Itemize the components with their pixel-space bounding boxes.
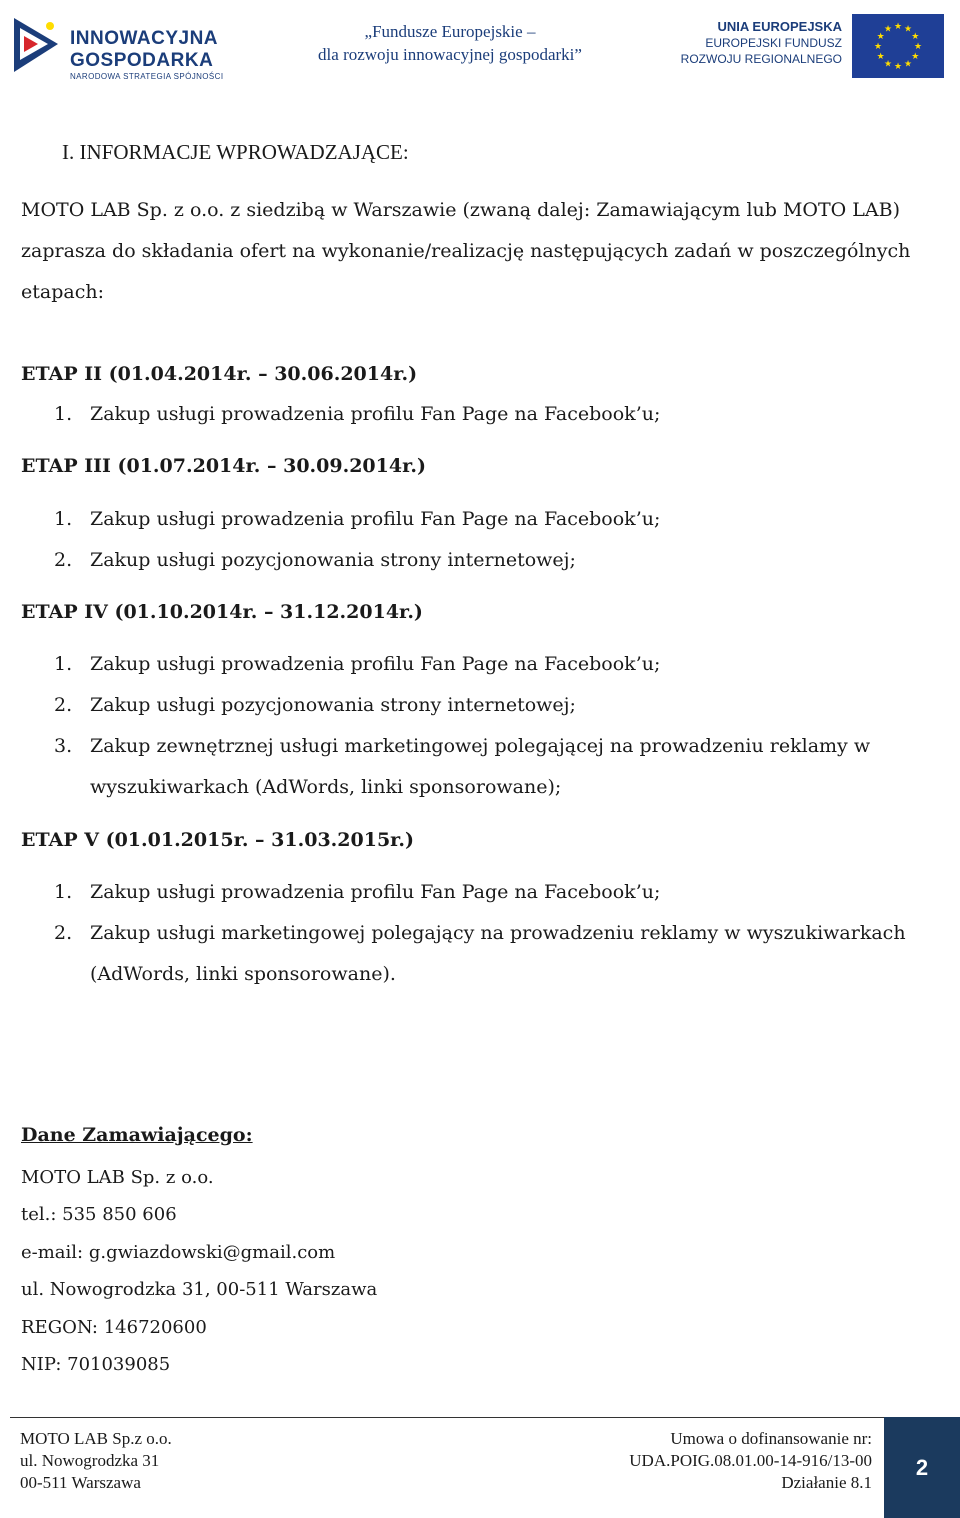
footer-left-line: ul. Nowogrodzka 31 — [20, 1451, 160, 1470]
contact-email: e-mail: g.gwiazdowski@gmail.com — [21, 1242, 336, 1263]
list-item: 2. Zakup usługi marketingowej polegający na prowadzeniu reklamy w wyszukiwarkach — [54, 922, 906, 944]
innowacyjna-gospodarka-emblem-icon — [10, 14, 62, 76]
ue-fund-label — [650, 19, 842, 67]
eu-star-icon: ★ — [913, 42, 923, 52]
list-item: 1. Zakup usługi prowadzenia profilu Fan Page na Facebook’u; — [54, 653, 661, 675]
eu-star-icon: ★ — [876, 52, 885, 62]
etap-heading: ETAP II (01.04.2014r. – 30.06.2014r.) — [21, 363, 418, 385]
intro-line: zaprasza do składania ofert na wykonanie/realizację następujących zadań w poszczególnych — [21, 240, 911, 262]
eu-star-icon: ★ — [873, 42, 883, 52]
eu-star-icon: ★ — [883, 59, 893, 70]
etap-heading: ETAP V (01.01.2015r. – 31.03.2015r.) — [21, 829, 415, 851]
ue-line-2: EUROPEJSKI FUNDUSZ — [705, 36, 842, 50]
contact-nip: NIP: 701039085 — [21, 1354, 171, 1375]
ue-line-3: ROZWOJU REGIONALNEGO — [680, 52, 842, 66]
eu-star-icon: ★ — [911, 52, 920, 62]
list-item: 1. Zakup usługi prowadzenia profilu Fan Page na Facebook’u; — [54, 403, 661, 425]
eu-star-icon: ★ — [903, 59, 913, 70]
contact-address: ul. Nowogrodzka 31, 00-511 Warszawa — [21, 1279, 378, 1300]
eu-star-icon: ★ — [893, 22, 903, 32]
list-item: 1. Zakup usługi prowadzenia profilu Fan Page na Facebook’u; — [54, 881, 661, 903]
logo-line-1: INNOWACYJNA — [70, 28, 219, 49]
etap-heading: ETAP III (01.07.2014r. – 30.09.2014r.) — [21, 455, 426, 477]
page-number: 2 — [884, 1417, 960, 1518]
intro-line: MOTO LAB Sp. z o.o. z siedzibą w Warszawie (zwaną dalej: Zamawiającym lub MOTO LAB) — [21, 199, 901, 221]
intro-paragraph — [21, 190, 910, 313]
logo-line-3: NARODOWA STRATEGIA SPÓJNOŚCI — [70, 72, 224, 81]
innowacyjna-gospodarka-logo — [10, 14, 228, 80]
list-item: 1. Zakup usługi prowadzenia profilu Fan Page na Facebook’u; — [54, 508, 661, 530]
eu-star-icon: ★ — [903, 24, 913, 35]
contact-company: MOTO LAB Sp. z o.o. — [21, 1167, 214, 1188]
slogan-line-1: „Fundusze Europejskie – — [364, 22, 536, 41]
list-item-continuation: wyszukiwarkach (AdWords, linki sponsorowane); — [90, 776, 562, 798]
list-item: 3. Zakup zewnętrznej usługi marketingowej polegającej na prowadzeniu reklamy w — [54, 735, 871, 757]
list-item-continuation: (AdWords, linki sponsorowane). — [90, 963, 396, 985]
slogan-line-2: dla rozwoju innowacyjnej gospodarki” — [318, 45, 582, 64]
list-item: 2. Zakup usługi pozycjonowania strony internetowej; — [54, 694, 576, 716]
eu-star-icon: ★ — [883, 24, 893, 35]
header-slogan — [270, 20, 630, 66]
section-title: I. INFORMACJE WPROWADZAJĄCE: — [62, 140, 409, 164]
logo-line-2: GOSPODARKA — [70, 50, 214, 71]
eu-star-icon: ★ — [876, 32, 885, 42]
footer-right-line: UDA.POIG.08.01.00-14-916/13-00 — [629, 1451, 872, 1470]
footer-divider — [10, 1417, 884, 1418]
contact-phone: tel.: 535 850 606 — [21, 1204, 177, 1225]
ue-line-1: UNIA EUROPEJSKA — [717, 19, 842, 34]
footer-right-line: Działanie 8.1 — [781, 1473, 872, 1492]
intro-line: etapach: — [21, 281, 104, 303]
eu-flag-icon — [852, 14, 944, 78]
eu-star-icon: ★ — [893, 62, 903, 72]
footer-contract — [560, 1428, 872, 1494]
list-item: 2. Zakup usługi pozycjonowania strony internetowej; — [54, 549, 576, 571]
footer-right-line: Umowa o dofinansowanie nr: — [670, 1429, 872, 1448]
footer-left-line: 00-511 Warszawa — [20, 1473, 141, 1492]
eu-star-icon: ★ — [911, 32, 920, 42]
contact-regon: REGON: 146720600 — [21, 1317, 207, 1338]
footer-left-line: MOTO LAB Sp.z o.o. — [20, 1429, 172, 1448]
etap-heading: ETAP IV (01.10.2014r. – 31.12.2014r.) — [21, 601, 423, 623]
dane-zamawiajacego-title: Dane Zamawiającego: — [21, 1124, 253, 1146]
footer-address — [20, 1428, 172, 1494]
